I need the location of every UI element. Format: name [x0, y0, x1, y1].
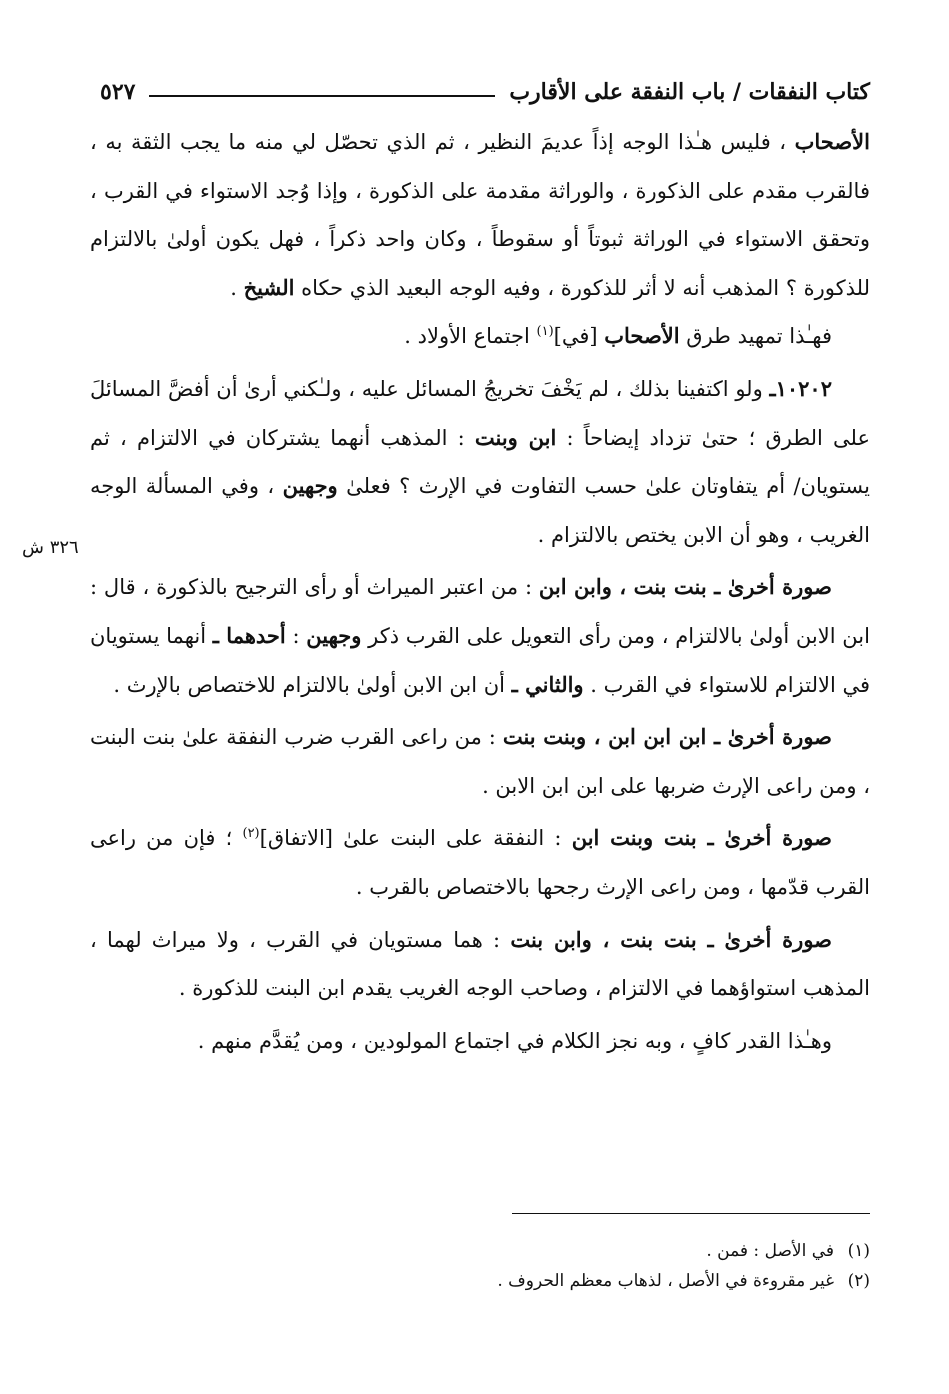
bold-term: الشيخ — [243, 274, 295, 300]
paragraph-text: ولو اكتفينا بذلك ، لم يَخْفَ تخريجُ المسائل عليه ، ولـٰكني أرىٰ أن أفضَّ المسائلَ على الطرق ؛ حتىٰ تزداد إيضاحاً : — [90, 376, 871, 450]
paragraph-text: : — [285, 623, 307, 648]
paragraph — [90, 563, 870, 709]
bold-term: أحدهما ـ — [212, 622, 286, 648]
footnote-text: في الأصل : فمن . — [706, 1241, 834, 1261]
paragraph — [90, 814, 870, 911]
footnote — [90, 1236, 870, 1266]
paragraph-text: أن ابن الابن أولىٰ بالالتزام للاختصاص بالإرث . — [113, 672, 512, 697]
case-heading: صورة أخرىٰ ـ بنت بنت ، وابن ابن — [538, 574, 832, 600]
paragraph — [90, 365, 870, 559]
paragraph-text: [في] — [553, 324, 605, 349]
main-text — [90, 118, 870, 1065]
paragraph — [90, 713, 870, 810]
paragraph — [90, 916, 870, 1013]
paragraph-text: ، فليس هـٰذا الوجه إذاً عديمَ النظير ، ثم الذي تحصّل لي منه ما يجب الثقة به ، فالقرب مقدم على الذكورة ، والوراثة مقدمة على الذكورة ، وإذا وُجد الاستواء في القرب ، وتحقق الاستواء في الوراثة ثبوتاً أو سقوطاً ، وكان واحد ذكراً ، فهل يكون أولىٰ بالالتزام للذكورة ؟ المذهب أنه لا أثر للذكورة ، وفيه الوجه البعيد الذي حكاه — [90, 130, 870, 300]
bold-term: ابن وبنت — [474, 424, 557, 450]
bold-term: الأصحاب — [794, 129, 870, 154]
section-number: ١٠٢٠٢ـ — [769, 375, 832, 401]
page-number: ٥٢٧ — [100, 79, 136, 105]
paragraph-text: فهـٰذا تمهيد طرق — [679, 324, 832, 349]
margin-note: ٣٢٦ ش — [22, 537, 79, 558]
bold-term: وجهين — [306, 622, 362, 648]
bold-term: والثاني ـ — [511, 671, 584, 697]
paragraph-text: : هما مستويان في القرب ، ولا ميراث لهما ، المذهب استواؤهما في الالتزام ، وصاحب الوجه الغريب يقدم ابن البنت للذكورة . — [90, 927, 870, 1001]
case-heading: صورة أخرىٰ ـ ابن ابن ابن ، وبنت بنت — [502, 724, 832, 750]
paragraph-text: : المذهب أنهما يشتركان في الالتزام ، ثم يستويان/ أم يتفاوتان علىٰ حسب التفاوت في الإرث ؟ فعلىٰ — [90, 425, 870, 499]
paragraph-text: : النفقة على البنت علىٰ [الاتفاق] — [259, 826, 572, 851]
paragraph-text: ؛ فإن من راعى القرب قدّمها ، ومن راعى الإرث رجحها بالاختصاص بالقرب . — [90, 826, 870, 899]
bold-term: الأصحاب — [604, 323, 680, 349]
footnote-number: (٢) — [847, 1271, 870, 1291]
footnote-ref: (٢) — [242, 826, 260, 842]
case-heading: صورة أخرىٰ ـ بنت بنت ، وابن بنت — [510, 926, 832, 952]
header-rule — [149, 95, 495, 97]
paragraph — [90, 312, 870, 361]
paragraph: وهـٰذا القدر كافٍ ، وبه نجز الكلام في اجتماع المولودين ، ومن يُقدَّم منهم . — [197, 1028, 832, 1053]
footnote-number: (١) — [847, 1241, 870, 1261]
case-heading: صورة أخرىٰ ـ بنت وبنت ابن — [571, 825, 832, 851]
paragraph-text: اجتماع الأولاد . — [404, 324, 537, 349]
paragraph-text: : من راعى القرب ضرب النفقة علىٰ بنت البنت ، ومن راعى الإرث ضربها على ابن ابن الابن . — [90, 725, 870, 798]
paragraph — [90, 118, 870, 312]
page-header — [100, 70, 870, 114]
footnote-rule — [512, 1213, 870, 1214]
paragraph-text: . — [230, 275, 244, 300]
footnote — [90, 1266, 870, 1296]
paragraph-text: أنهما يستويان في الالتزام للاستواء في القرب . — [90, 623, 870, 697]
footnote-ref: (١) — [536, 324, 554, 340]
footnote-text: غير مقروءة في الأصل ، لذهاب معظم الحروف . — [497, 1271, 834, 1291]
running-title: كتاب النفقات / باب النفقة على الأقارب — [509, 79, 870, 105]
paragraph-text: ، وفي المسألة الوجه الغريب ، وهو أن الابن يختص بالالتزام . — [90, 474, 870, 547]
bold-term: وجهين — [282, 473, 338, 499]
paragraph-text: : من اعتبر الميراث أو رأى الترجيح بالذكورة ، قال : ابن الابن أولىٰ بالالتزام ، ومن رأى التعويل على القرب ذكر — [90, 575, 870, 648]
footnotes — [90, 1236, 870, 1296]
